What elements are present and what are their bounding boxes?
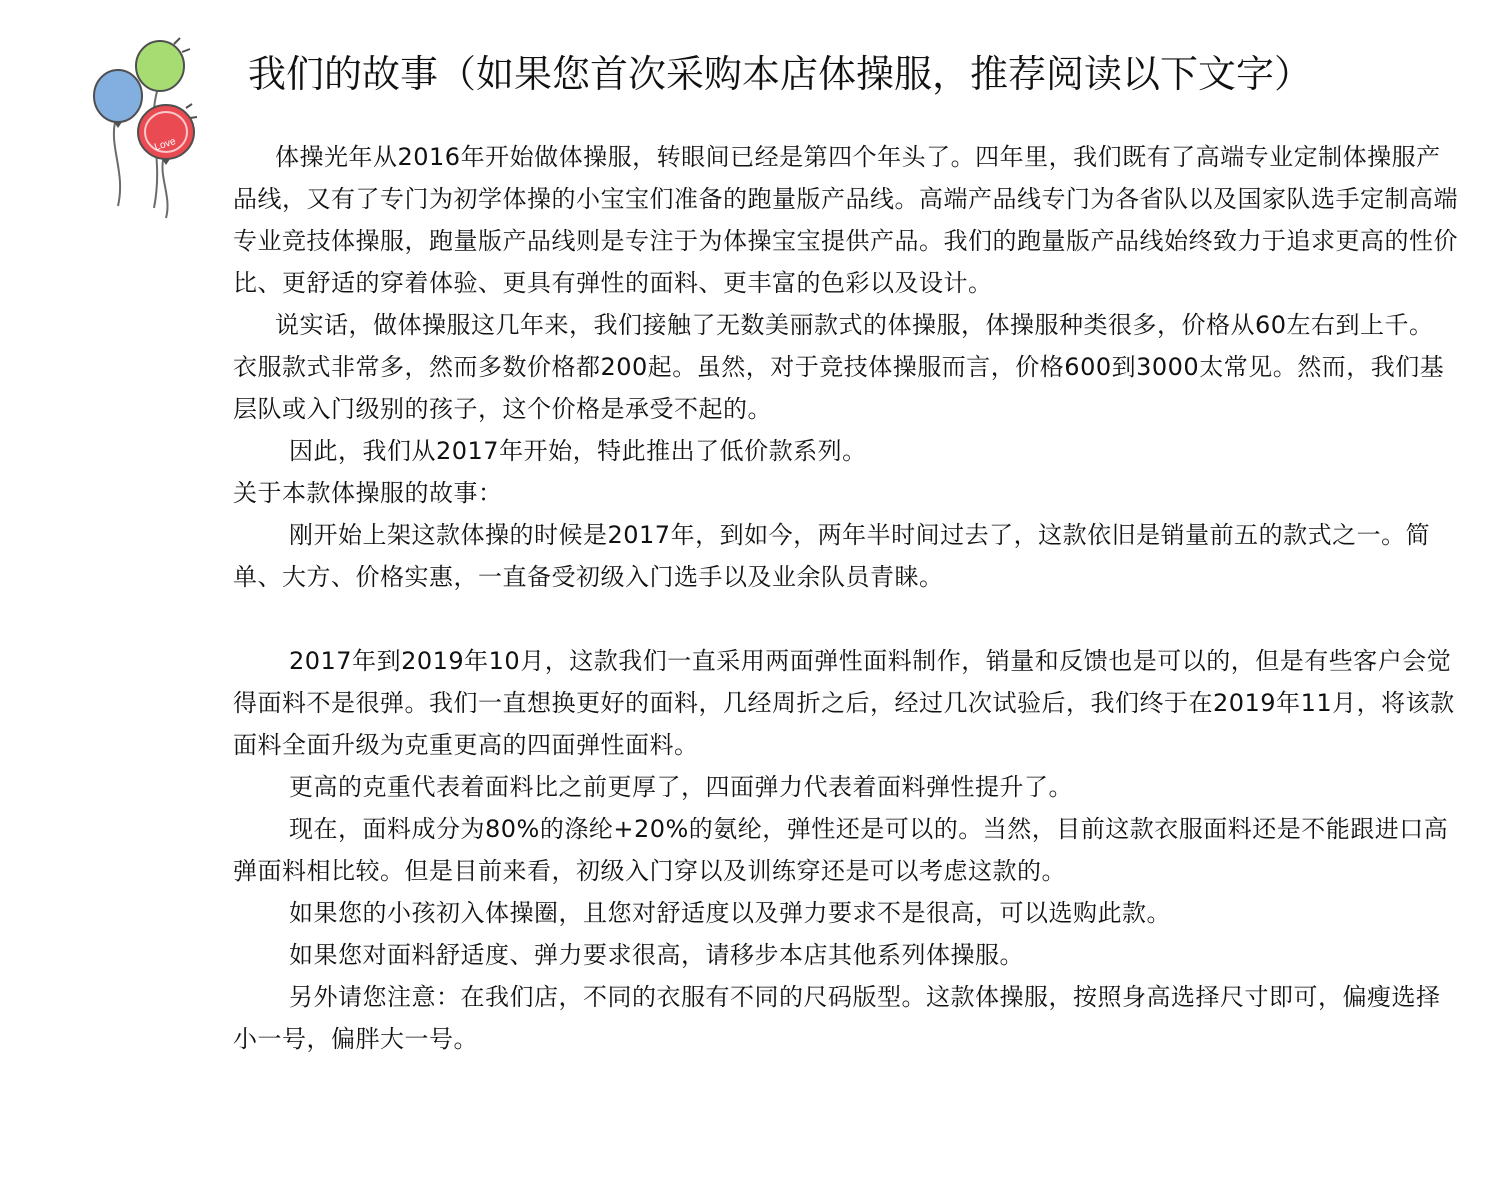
story-paragraph: 如果您对面料舒适度、弹力要求很高，请移步本店其他系列体操服。 <box>289 941 1024 969</box>
balloon-love-label: Love <box>153 136 178 154</box>
story-section-heading: 关于本款体操服的故事： <box>233 479 503 507</box>
story-paragraph: 现在，面料成分为80%的涤纶+20%的氨纶，弹性还是可以的。当然，目前这款衣服面料还是不能跟进口高弹面料相比较。但是目前来看，初级入门穿以及训练穿还是可以考虑这款的。 <box>233 815 1449 885</box>
page-title: 我们的故事（如果您首次采购本店体操服，推荐阅读以下文字） <box>248 52 1313 96</box>
story-paragraph: 刚开始上架这款体操的时候是2017年，到如今，两年半时间过去了，这款依旧是销量前五的款式之一。简单、大方、价格实惠，一直备受初级入门选手以及业余队员青睐。 <box>233 521 1431 591</box>
story-paragraph: 2017年到2019年10月，这款我们一直采用两面弹性面料制作，销量和反馈也是可以的，但是有些客户会觉得面料不是很弹。我们一直想换更好的面料，几经周折之后，经过几次试验后，我们终于在2019年11月，将该款面料全面升级为克重更高的四面弹性面料。 <box>233 647 1455 759</box>
story-paragraph: 说实话，做体操服这几年来，我们接触了无数美丽款式的体操服，体操服种类很多，价格从60左右到上千。衣服款式非常多，然而多数价格都200起。虽然，对于竞技体操服而言，价格600到3000太常见。然而，我们基层队或入门级别的孩子，这个价格是承受不起的。 <box>233 311 1445 423</box>
story-paragraph: 因此，我们从2017年开始，特此推出了低价款系列。 <box>289 437 867 465</box>
story-paragraph: 体操光年从2016年开始做体操服，转眼间已经是第四个年头了。四年里，我们既有了高端专业定制体操服产品线，又有了专门为初学体操的小宝宝们准备的跑量版产品线。高端产品线专门为各省队以及国家队选手定制高端专业竞技体操服，跑量版产品线则是专注于为体操宝宝提供产品。我们的跑量版产品线始终致力于追求更高的性价比、更舒适的穿着体验、更具有弹性的面料、更丰富的色彩以及设计。 <box>233 143 1458 297</box>
story-paragraph: 更高的克重代表着面料比之前更厚了，四面弹力代表着面料弹性提升了。 <box>289 773 1073 801</box>
story-body <box>233 136 1458 1060</box>
paragraph-spacer <box>233 598 1458 640</box>
story-paragraph: 另外请您注意：在我们店，不同的衣服有不同的尺码版型。这款体操服，按照身高选择尺寸即可，偏瘦选择小一号，偏胖大一号。 <box>233 983 1441 1053</box>
balloons-illustration <box>86 36 216 226</box>
balloon-icon <box>86 36 216 226</box>
story-paragraph: 如果您的小孩初入体操圈，且您对舒适度以及弹力要求不是很高，可以选购此款。 <box>289 899 1171 927</box>
